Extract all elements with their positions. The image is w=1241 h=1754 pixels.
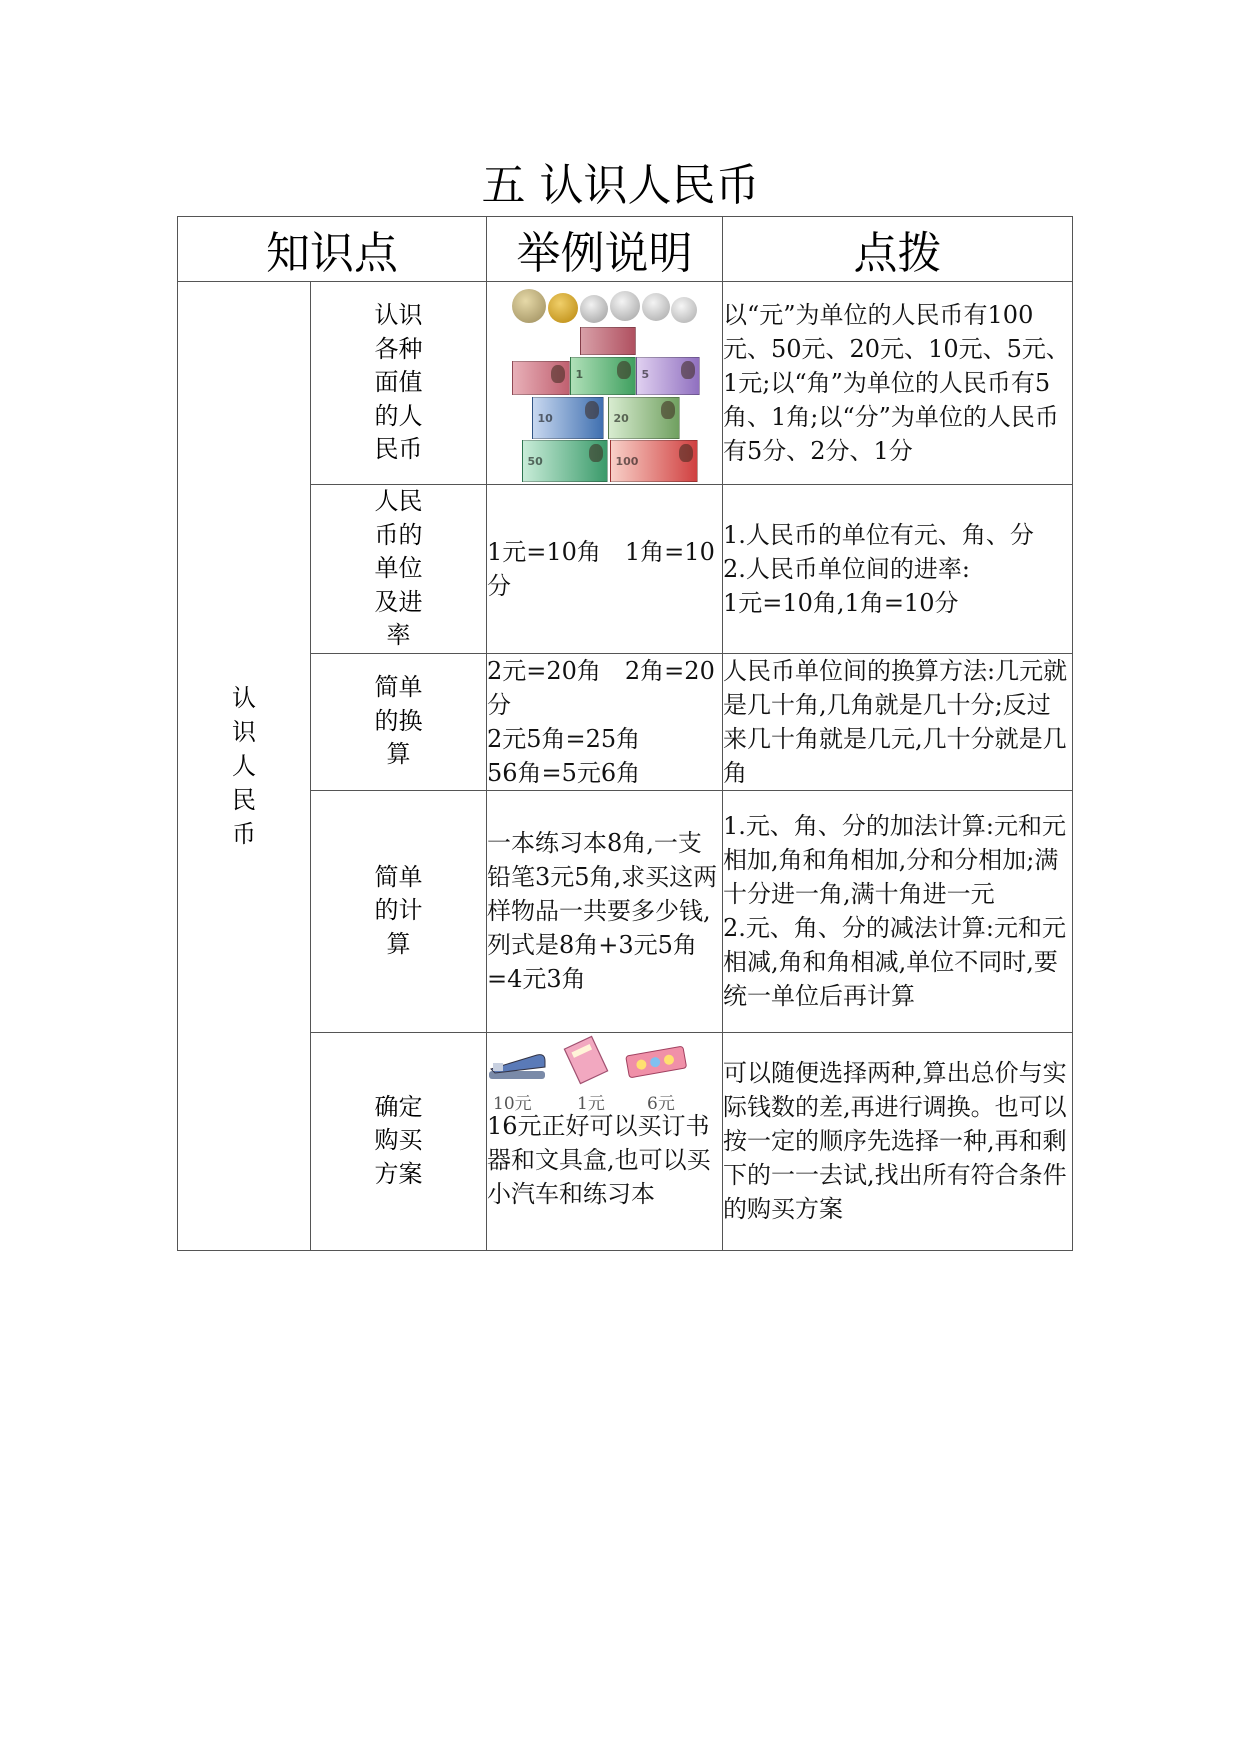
- example-cell: [487, 282, 723, 485]
- tip-line: 2.人民币单位间的进率:: [723, 554, 970, 583]
- table-header-row: [178, 217, 1073, 282]
- tip-cell: [723, 485, 1073, 654]
- subtopic-label: 人民币的单位及进率: [374, 487, 423, 649]
- item-price: 6元: [647, 1093, 675, 1114]
- subtopic-label: 简单的计算: [374, 862, 423, 958]
- item-price: 10元: [493, 1093, 532, 1114]
- tip-cell: 可以随便选择两种,算出总价与实际钱数的差,再进行调换。也可以按一定的顺序先选择一种,再和剩下的一一去试,找出所有符合条件的购买方案: [723, 1032, 1073, 1250]
- header-knowledge: 知识点: [178, 217, 487, 282]
- subtopic-cell: [311, 790, 487, 1032]
- subtopic-cell: [311, 282, 487, 485]
- example-line: 56角=5元6角: [487, 758, 641, 787]
- tip-line: 1元=10角,1角=10分: [723, 588, 959, 617]
- tip-cell: [723, 790, 1073, 1032]
- subtopic-cell: [311, 653, 487, 790]
- example-cell: [487, 1032, 723, 1250]
- table-row: [178, 485, 1073, 654]
- example-cell: 1元=10角 1角=10分: [487, 485, 723, 654]
- table-row: [178, 790, 1073, 1032]
- table-row: [178, 653, 1073, 790]
- subtopic-label: 认识各种面值的人民币: [374, 301, 423, 464]
- example-line: 2元=20角 2角=20分: [487, 656, 715, 719]
- example-text: 16元正好可以买订书器和文具盒,也可以买小汽车和练习本: [487, 1111, 711, 1208]
- item-price: 1元: [577, 1093, 605, 1114]
- topic-label: 认识人民币: [232, 683, 256, 848]
- rmb-coins-and-notes-icon: 1 5 10 20 50 100: [510, 285, 700, 481]
- table-row: [178, 282, 1073, 485]
- subtopic-cell: [311, 485, 487, 654]
- header-example: 举例说明: [487, 217, 723, 282]
- tip-cell: 人民币单位间的换算方法:几元就是几十角,几角就是几十分;反过来几十角就是几元,几十分就是几角: [723, 653, 1073, 790]
- stapler-icon: [487, 1047, 549, 1083]
- subtopic-label: 确定购买方案: [374, 1092, 423, 1188]
- page-title: 五 认识人民币: [481, 160, 760, 211]
- tip-line: 1.元、角、分的加法计算:元和元相加,角和角相加,分和分相加;满十分进一角,满十角进一元: [723, 812, 1066, 908]
- example-cell: [487, 653, 723, 790]
- knowledge-table: [177, 216, 1073, 1251]
- tip-line: 2.元、角、分的减法计算:元和元相减,角和角相减,单位不同时,要统一单位后再计算: [723, 914, 1066, 1010]
- topic-cell: [178, 282, 311, 1251]
- pencil-case-icon: [623, 1041, 689, 1081]
- example-line: 2元5角=25角: [487, 724, 641, 753]
- tip-line: 1.人民币的单位有元、角、分: [723, 520, 1034, 549]
- notebook-icon: [563, 1035, 609, 1085]
- header-tip: 点拨: [723, 217, 1073, 282]
- table-row: [178, 1032, 1073, 1250]
- example-cell: 一本练习本8角,一支铅笔3元5角,求买这两样物品一共要多少钱,列式是8角+3元5角=4元3角: [487, 790, 723, 1032]
- items-illustration: [487, 1039, 687, 1114]
- tip-cell: 以“元”为单位的人民币有100元、50元、20元、10元、5元、1元;以“角”为单位的人民币有5角、1角;以“分”为单位的人民币有5分、2分、1分: [723, 282, 1073, 485]
- subtopic-label: 简单的换算: [374, 673, 423, 769]
- subtopic-cell: [311, 1032, 487, 1250]
